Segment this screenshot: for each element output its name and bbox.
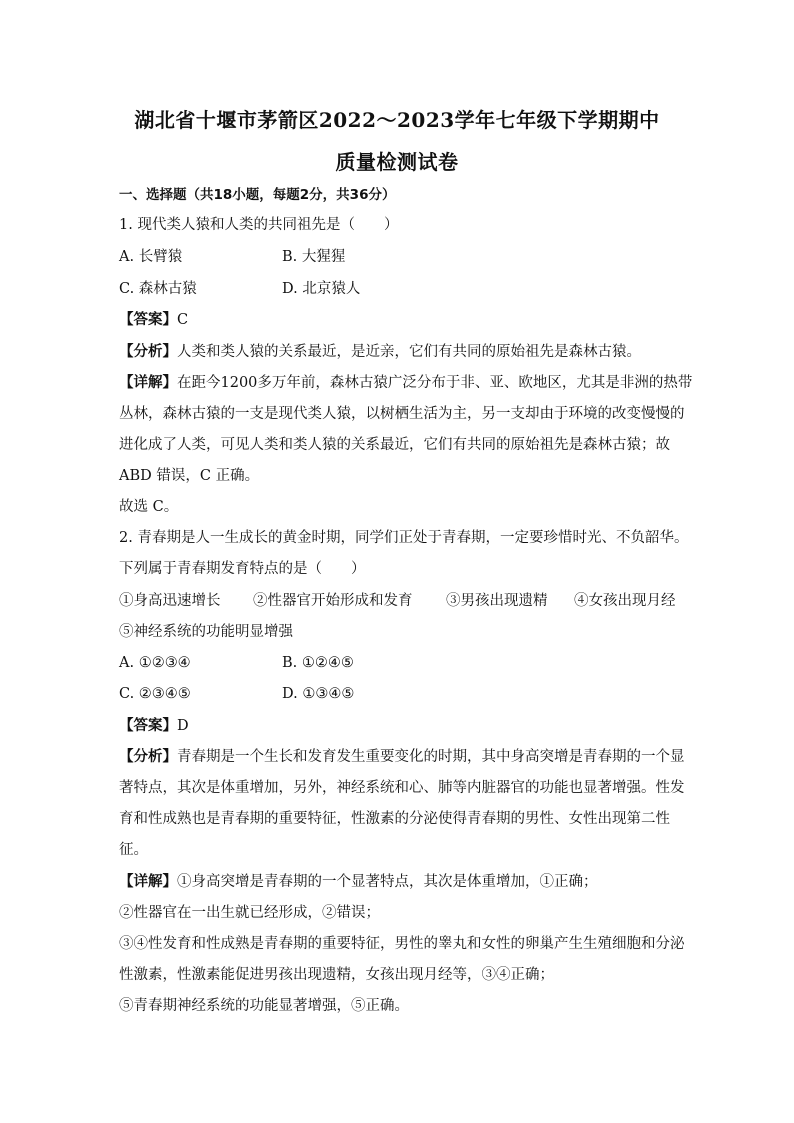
q1-analysis xyxy=(119,342,684,362)
q2-option-a: A. ①②③④ xyxy=(119,655,191,671)
q2-item-3: ③男孩出现遗精 xyxy=(446,593,548,609)
answer-tag: 【答案】 xyxy=(119,717,177,734)
q2-answer xyxy=(119,716,684,736)
q2-analysis-line: 育和性成熟也是青春期的重要特征，性激素的分泌使得青春期的男性、女性出现第二性 xyxy=(119,811,670,827)
section-heading: 一、选择题（共18小题，每题2分，共36分） xyxy=(119,187,396,203)
q2-option-d: D. ①③④⑤ xyxy=(282,686,355,702)
q1-conclusion: 故选 C。 xyxy=(119,499,179,515)
answer-value: C xyxy=(177,312,189,328)
q2-stem-line: 下列属于青春期发育特点的是（ ） xyxy=(119,561,366,577)
answer-tag: 【答案】 xyxy=(119,311,177,328)
q1-option-c: C. 森林古猿 xyxy=(119,281,197,297)
detail-text: 在距今1200多万年前，森林古猿广泛分布于非、亚、欧地区，尤其是非洲的热带 xyxy=(177,375,693,391)
q2-detail-line: ②性器官在一出生就已经形成，②错误； xyxy=(119,905,380,921)
q2-stem-line: 2. 青春期是人一生成长的黄金时期，同学们正处于青春期，一定要珍惜时光、不负韶华。 xyxy=(119,530,689,546)
analysis-tag: 【分析】 xyxy=(119,343,177,360)
q1-option-b: B. 大猩猩 xyxy=(282,249,346,265)
q1-detail-line: ABD 错误，C 正确。 xyxy=(119,468,260,484)
detail-tag: 【详解】 xyxy=(119,374,177,391)
analysis-text: 人类和类人猿的关系最近，是近亲，它们有共同的原始祖先是森林古猿。 xyxy=(177,344,641,360)
q2-analysis-line: 著特点，其次是体重增加，另外，神经系统和心、肺等内脏器官的功能也显著增强。性发 xyxy=(119,780,685,796)
exam-title-line2: 质量检测试卷 xyxy=(335,150,459,174)
answer-value: D xyxy=(177,718,189,734)
q2-detail-line xyxy=(119,872,684,892)
q1-detail-line xyxy=(119,373,693,393)
q2-detail-line: ⑤青春期神经系统的功能显著增强，⑤正确。 xyxy=(119,998,409,1014)
q2-detail-line: ③④性发育和性成熟是青春期的重要特征，男性的睾丸和女性的卵巢产生生殖细胞和分泌 xyxy=(119,936,685,952)
q2-option-b: B. ①②④⑤ xyxy=(282,655,354,671)
q2-item-1: ①身高迅速增长 xyxy=(119,593,221,609)
q1-detail-line: 进化成了人类，可见人类和类人猿的关系最近，它们有共同的原始祖先是森林古猿；故 xyxy=(119,437,670,453)
q2-item-5: ⑤神经系统的功能明显增强 xyxy=(119,624,293,640)
q1-option-a: A. 长臂猿 xyxy=(119,249,183,265)
q2-item-2: ②性器官开始形成和发育 xyxy=(253,593,413,609)
analysis-tag: 【分析】 xyxy=(119,748,177,765)
exam-title-line1: 湖北省十堰市茅箭区2022～2023学年七年级下学期期中 xyxy=(134,108,660,132)
q2-item-4: ④女孩出现月经 xyxy=(574,593,676,609)
q1-answer xyxy=(119,310,684,330)
q1-detail-line: 丛林，森林古猿的一支是现代类人猿，以树栖生活为主，另一支却由于环境的改变慢慢的 xyxy=(119,406,685,422)
detail-text: ①身高突增是青春期的一个显著特点，其次是体重增加，①正确； xyxy=(177,874,598,890)
q2-analysis-line: 征。 xyxy=(119,842,148,858)
q2-analysis-line xyxy=(119,747,684,767)
q1-option-d: D. 北京猿人 xyxy=(282,281,361,297)
q1-stem: 1. 现代类人猿和人类的共同祖先是（ ） xyxy=(119,217,399,233)
analysis-text: 青春期是一个生长和发育发生重要变化的时期，其中身高突增是青春期的一个显 xyxy=(177,749,685,765)
detail-tag: 【详解】 xyxy=(119,873,177,890)
q2-option-c: C. ②③④⑤ xyxy=(119,686,191,702)
q2-detail-line: 性激素，性激素能促进男孩出现遗精，女孩出现月经等，③④正确； xyxy=(119,967,554,983)
